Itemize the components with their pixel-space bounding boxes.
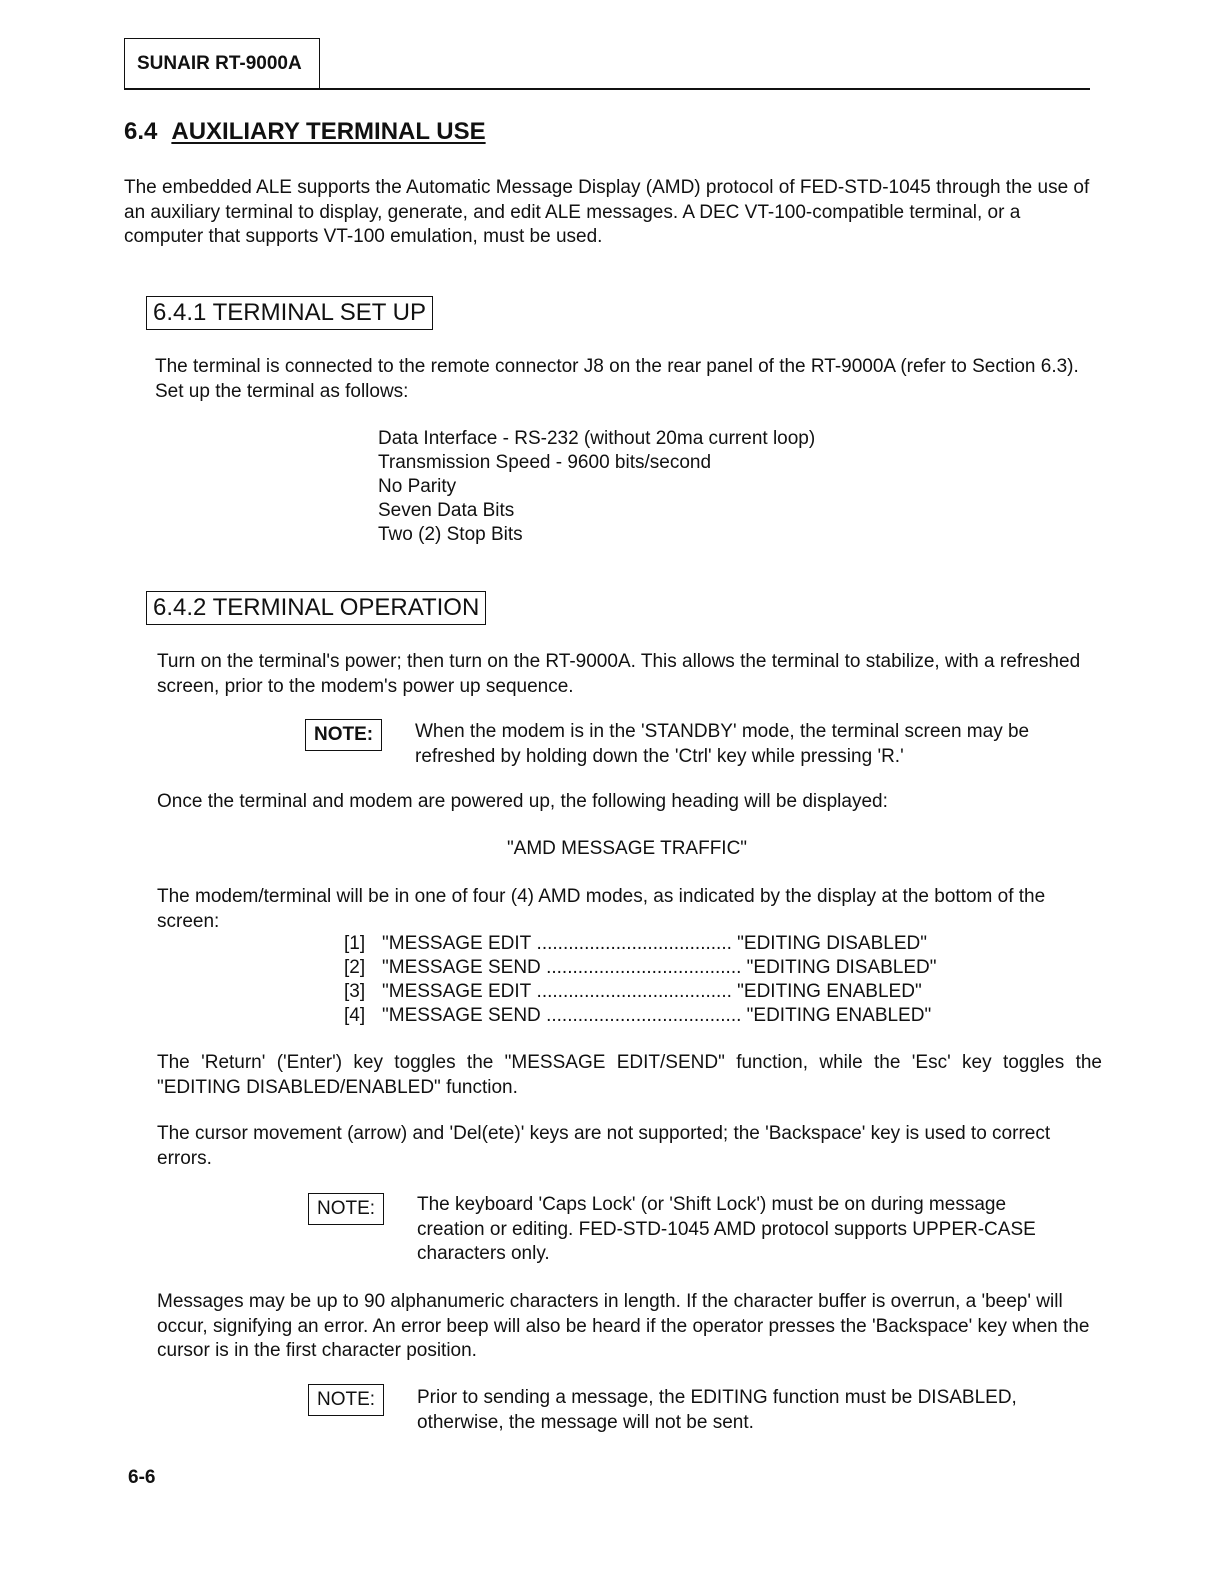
section-title <box>124 118 486 146</box>
mode-index: [1] <box>344 933 366 954</box>
intro-paragraph: The embedded ALE supports the Automatic Message Display (AMD) protocol of FED-STD-1045 through the use of an auxiliary terminal to display, generate, and edit ALE messages. A DEC VT-100-compatible terminal, or a computer that supports VT-100 emulation, must be used. <box>124 177 1090 247</box>
mode-state: "EDITING DISABLED" <box>746 957 937 978</box>
mode-name: "MESSAGE SEND <box>382 957 541 978</box>
mode-row <box>344 932 936 956</box>
mode-leader-dots: ..................................... <box>531 981 738 1002</box>
subsection-heading-operation: 6.4.2 TERMINAL OPERATION <box>146 591 486 625</box>
mode-row <box>344 1004 936 1028</box>
note-text: The keyboard 'Caps Lock' (or 'Shift Lock') must be on during message creation or editing. FED-STD-1045 AMD protocol supports UPPER-CASE characters only. <box>417 1194 1036 1264</box>
mode-index: [2] <box>344 957 366 978</box>
mode-leader-dots: ..................................... <box>531 933 738 954</box>
powered-up-paragraph: Once the terminal and modem are powered up, the following heading will be displayed: <box>157 791 888 812</box>
spec-item: Data Interface - RS-232 (without 20ma current loop) <box>378 428 816 449</box>
mode-index: [3] <box>344 981 366 1002</box>
mode-name: "MESSAGE EDIT <box>382 933 532 954</box>
note-text: When the modem is in the 'STANDBY' mode, the terminal screen may be refreshed by holding down the 'Ctrl' key while pressing 'R.' <box>415 721 1030 767</box>
mode-state: "EDITING DISABLED" <box>737 933 927 954</box>
section-number: 6.4 <box>124 118 158 145</box>
mode-row <box>344 956 936 980</box>
amd-modes-list <box>344 932 936 1028</box>
header-rule <box>124 88 1090 90</box>
subsection-heading-setup: 6.4.1 TERMINAL SET UP <box>146 296 433 330</box>
cursor-paragraph: The cursor movement (arrow) and 'Del(ete)' keys are not supported; the 'Backspace' key is used to correct errors. <box>157 1123 1051 1169</box>
mode-row <box>344 980 936 1004</box>
mode-name: "MESSAGE EDIT <box>382 981 532 1002</box>
mode-index: [4] <box>344 1005 366 1026</box>
note-label: NOTE: <box>308 1193 384 1225</box>
note-label: NOTE: <box>308 1384 384 1416</box>
setup-spec-list <box>378 427 815 547</box>
modes-paragraph: The modem/terminal will be in one of four (4) AMD modes, as indicated by the display at the bottom of the screen: <box>157 886 1046 932</box>
spec-item: Two (2) Stop Bits <box>378 524 523 545</box>
setup-paragraph: The terminal is connected to the remote connector J8 on the rear panel of the RT-9000A (refer to Section 6.3). Set up the terminal as follows: <box>155 356 1079 402</box>
spec-item: Seven Data Bits <box>378 500 515 521</box>
document-header-label: SUNAIR RT-9000A <box>124 38 320 90</box>
section-title-text: AUXILIARY TERMINAL USE <box>171 118 486 145</box>
display-heading: "AMD MESSAGE TRAFFIC" <box>506 838 748 859</box>
mode-state: "EDITING ENABLED" <box>746 1005 932 1026</box>
message-length-paragraph: Messages may be up to 90 alphanumeric characters in length. If the character buffer is overrun, a 'beep' will occur, signifying an error. An error beep will also be heard if the operator presses the 'Backspace' key when the cursor is in the first character position. <box>157 1291 1090 1361</box>
spec-item: Transmission Speed - 9600 bits/second <box>378 452 712 473</box>
mode-leader-dots: ..................................... <box>540 1005 747 1026</box>
mode-state: "EDITING ENABLED" <box>737 981 922 1002</box>
note-label: NOTE: <box>305 719 382 751</box>
spec-item: No Parity <box>378 476 457 497</box>
note-text: Prior to sending a message, the EDITING function must be DISABLED, otherwise, the message will not be sent. <box>417 1387 1017 1433</box>
mode-name: "MESSAGE SEND <box>382 1005 541 1026</box>
mode-leader-dots: ..................................... <box>540 957 747 978</box>
operation-paragraph: Turn on the terminal's power; then turn on the RT-9000A. This allows the terminal to stabilize, with a refreshed screen, prior to the modem's power up sequence. <box>157 651 1081 697</box>
page-number: 6-6 <box>128 1467 156 1488</box>
toggle-paragraph: The 'Return' ('Enter') key toggles the "MESSAGE EDIT/SEND" function, while the 'Esc' key toggles the "EDITING DISABLED/ENABLED" function. <box>157 1052 1102 1098</box>
